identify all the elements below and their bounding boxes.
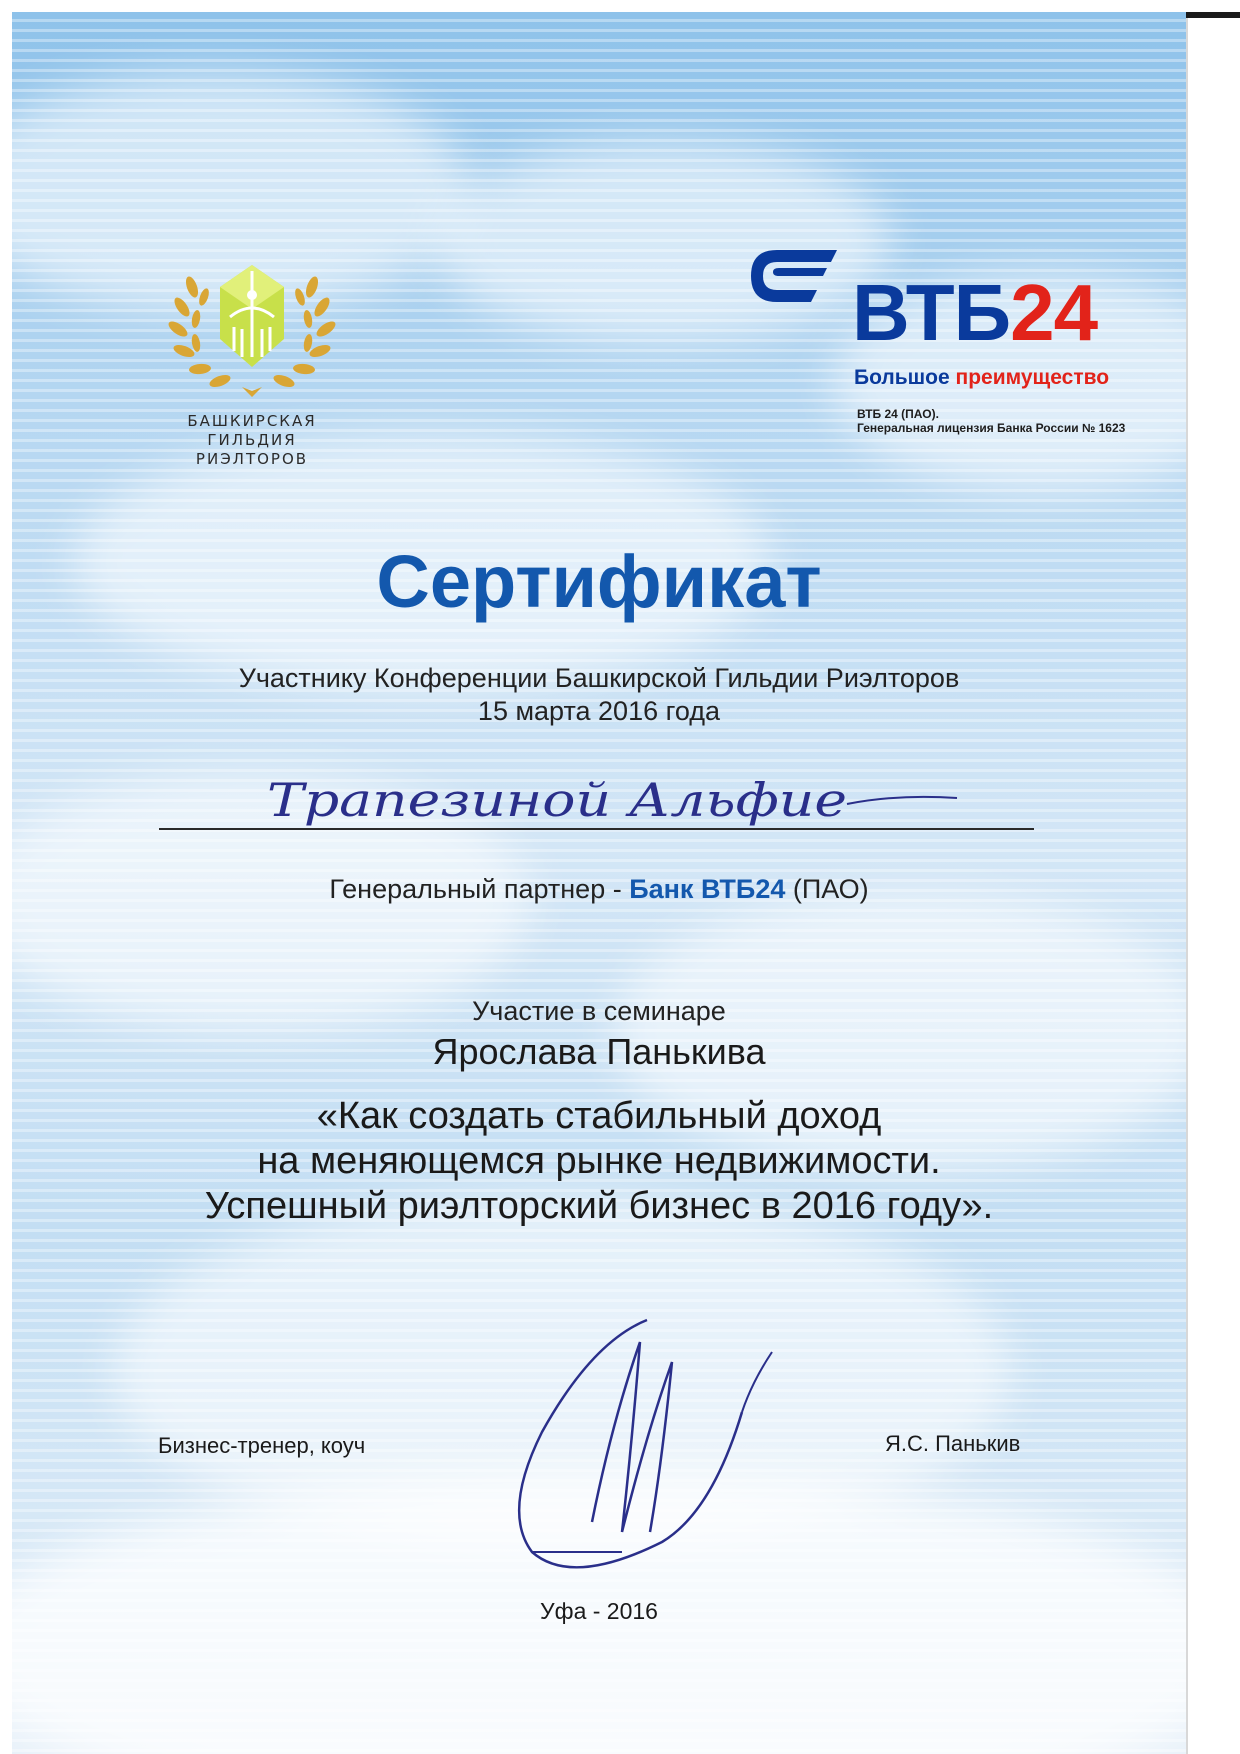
vtb-tagline: [854, 366, 1109, 390]
topic-line: на меняющемся рынке недвижимости.: [257, 1140, 941, 1182]
recipient-name-text: Трапезиной Альфие: [267, 773, 847, 827]
intro-text: [12, 662, 1186, 728]
seminar-topic: [12, 1094, 1186, 1229]
vtb-tagline-accent: преимущество: [955, 366, 1110, 389]
guild-name-line: БАШКИРСКАЯ: [187, 412, 317, 430]
scan-edge-mark: [1186, 12, 1240, 18]
laurel-wreath-emblem-icon: [162, 247, 342, 407]
place-date: Уфа - 2016: [540, 1598, 658, 1624]
seminar-label: Участие в семинаре: [472, 996, 726, 1026]
vtb-legal-line: ВТБ 24 (ПАО).: [857, 407, 939, 421]
signer-role: Бизнес-тренер, коуч: [158, 1433, 366, 1458]
signer-name: Я.С. Панькив: [885, 1431, 1021, 1456]
name-underline: [159, 828, 1034, 830]
intro-line: Участнику Конференции Башкирской Гильдии Риэлторов: [238, 663, 960, 693]
guild-name-line: ГИЛЬДИЯ: [207, 431, 297, 449]
handwritten-signature: [472, 1302, 792, 1582]
vtb-legal-notice: [857, 407, 1125, 435]
certificate-title: Сертификат: [376, 540, 822, 623]
vtb-wordmark-main: ВТБ: [852, 268, 1011, 357]
topic-line: «Как создать стабильный доход: [316, 1095, 882, 1137]
vtb-wordmark-accent: 24: [1010, 268, 1098, 357]
guild-name-line: РИЭЛТОРОВ: [195, 450, 309, 468]
vtb-tagline-main: Большое: [854, 366, 950, 389]
vtb-wordmark: [852, 270, 1097, 356]
partner-prefix: Генеральный партнер -: [329, 874, 630, 904]
partner-bank-name: Банк ВТБ24: [629, 874, 786, 904]
partner-suffix: (ПАО): [785, 874, 869, 904]
guild-name: [172, 412, 332, 469]
vtb-flag-emblem-icon: [747, 244, 839, 314]
vtb-legal-line: Генеральная лицензия Банка России № 1623: [857, 421, 1126, 435]
general-partner-line: [12, 872, 1186, 906]
intro-date: 15 марта 2016 года: [477, 696, 721, 726]
seminar-speaker: Ярослава Панькива: [432, 1031, 766, 1072]
topic-line: Успешный риэлторский бизнес в 2016 году».: [204, 1185, 994, 1227]
scan-edge-line: [1186, 18, 1188, 1754]
certificate-sheet: [12, 12, 1186, 1754]
